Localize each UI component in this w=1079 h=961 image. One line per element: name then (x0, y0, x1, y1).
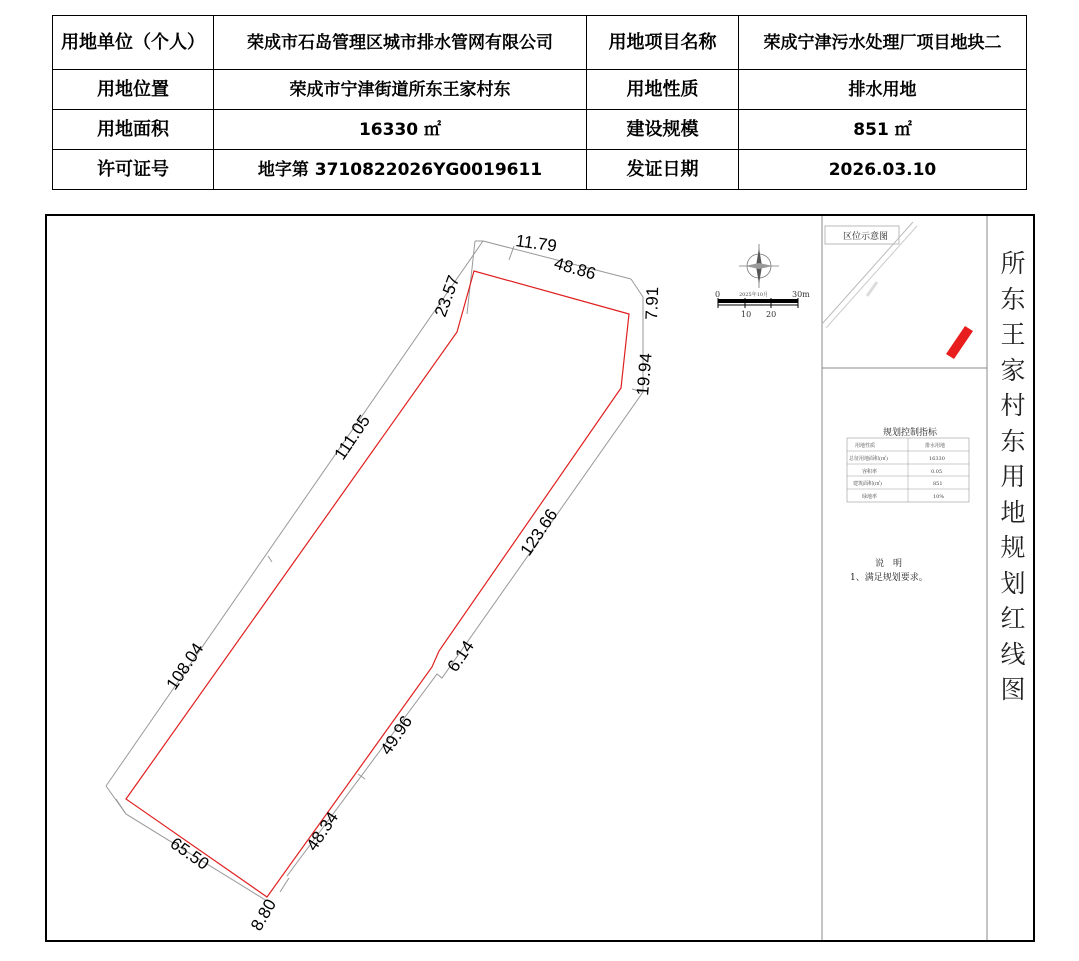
label-project-name: 用地项目名称 (587, 16, 739, 70)
dim-label: 49.96 (376, 712, 417, 759)
indicator-key: 绿地率 (862, 494, 878, 500)
indicator-key: 建筑面积(㎡) (853, 481, 882, 487)
inset-caption: 区位示意图 (843, 232, 889, 242)
dim-label: 123.66 (516, 505, 562, 560)
indicators-title: 规划控制指标 (883, 428, 938, 438)
indicator-key: 用地性质 (855, 443, 876, 449)
notes (850, 557, 928, 583)
land-info-table (52, 15, 1027, 190)
title-char: 图 (1000, 675, 1026, 704)
label-issue-date: 发证日期 (587, 150, 739, 190)
planning-redline-drawing (45, 214, 1035, 942)
scale-tick: 10 (741, 310, 752, 319)
compass-icon (739, 244, 779, 288)
indicator-value: 851 (933, 481, 943, 487)
notes-item: 1、满足规划要求。 (850, 573, 928, 583)
label-build-scale: 建设规模 (587, 110, 739, 150)
indicator-key: 总征用地面积(㎡) (849, 456, 888, 462)
value-issue-date: 2026.03.10 (739, 150, 1027, 190)
label-permit-number: 许可证号 (53, 150, 214, 190)
scale-tick: 20 (766, 310, 777, 319)
title-char: 王 (1000, 320, 1026, 349)
value-land-user: 荣成市石岛管理区城市排水管网有限公司 (214, 16, 587, 70)
label-land-location: 用地位置 (53, 70, 214, 110)
parcel-location-mark (946, 326, 973, 359)
dim-label: 111.05 (330, 411, 374, 464)
notes-title: 说 明 (875, 559, 903, 569)
title-char: 村 (1000, 391, 1026, 420)
drawing-title (993, 246, 1033, 708)
dim-label: 48.86 (551, 253, 599, 284)
value-land-area: 16330 ㎡ (214, 110, 587, 150)
label-land-use: 用地性质 (587, 70, 739, 110)
dim-label: 6.14 (443, 637, 478, 676)
dim-label: 108.04 (162, 639, 208, 694)
dim-label: 7.91 (642, 286, 663, 321)
title-char: 规 (1000, 533, 1026, 562)
scale-bar (715, 290, 810, 319)
label-land-area: 用地面积 (53, 110, 214, 150)
scale-tick: 30m (792, 290, 810, 299)
dim-label: 65.50 (166, 833, 213, 874)
title-char: 线 (1000, 639, 1026, 669)
dimension-labels (163, 231, 663, 934)
title-char: 家 (1000, 355, 1026, 385)
value-build-scale: 851 ㎡ (739, 110, 1027, 150)
value-land-use: 排水用地 (739, 70, 1027, 110)
label-land-user: 用地单位（个人） (53, 16, 214, 70)
table-row (53, 70, 1027, 110)
title-char: 用 (1000, 462, 1026, 491)
indicator-value: 16330 (929, 456, 945, 462)
title-char: 东 (1000, 284, 1026, 314)
table-row (53, 110, 1027, 150)
dim-label: 11.79 (514, 231, 558, 256)
indicator-value: 0.05 (931, 469, 943, 475)
dim-label: 23.57 (430, 272, 464, 320)
indicator-value: 排水用地 (925, 443, 946, 449)
value-permit-number: 地字第 3710822026YG0019611 (214, 150, 587, 190)
dim-label: 8.80 (247, 895, 281, 934)
table-row (53, 16, 1027, 70)
location-inset (822, 222, 973, 359)
table-row (53, 150, 1027, 190)
indicator-value: 10% (933, 494, 945, 500)
plan-canvas (47, 216, 1033, 940)
value-project-name: 荣成宁津污水处理厂项目地块二 (739, 16, 1027, 70)
redline-boundary (126, 271, 629, 897)
dim-label: 48.34 (302, 808, 343, 855)
dimension-lines (106, 241, 643, 901)
title-char: 地 (1000, 497, 1026, 527)
scale-caption: 2025年10月 (739, 292, 769, 298)
indicator-key: 容积率 (862, 469, 878, 475)
indicators-table (847, 426, 969, 502)
title-char: 东 (1000, 426, 1026, 456)
title-char: 红 (1000, 604, 1026, 633)
dim-label: 19.94 (633, 352, 656, 397)
scale-tick: 0 (715, 290, 721, 299)
value-land-location: 荣成市宁津街道所东王家村东 (214, 70, 587, 110)
title-char: 划 (1000, 568, 1026, 598)
title-char: 所 (1000, 249, 1026, 278)
